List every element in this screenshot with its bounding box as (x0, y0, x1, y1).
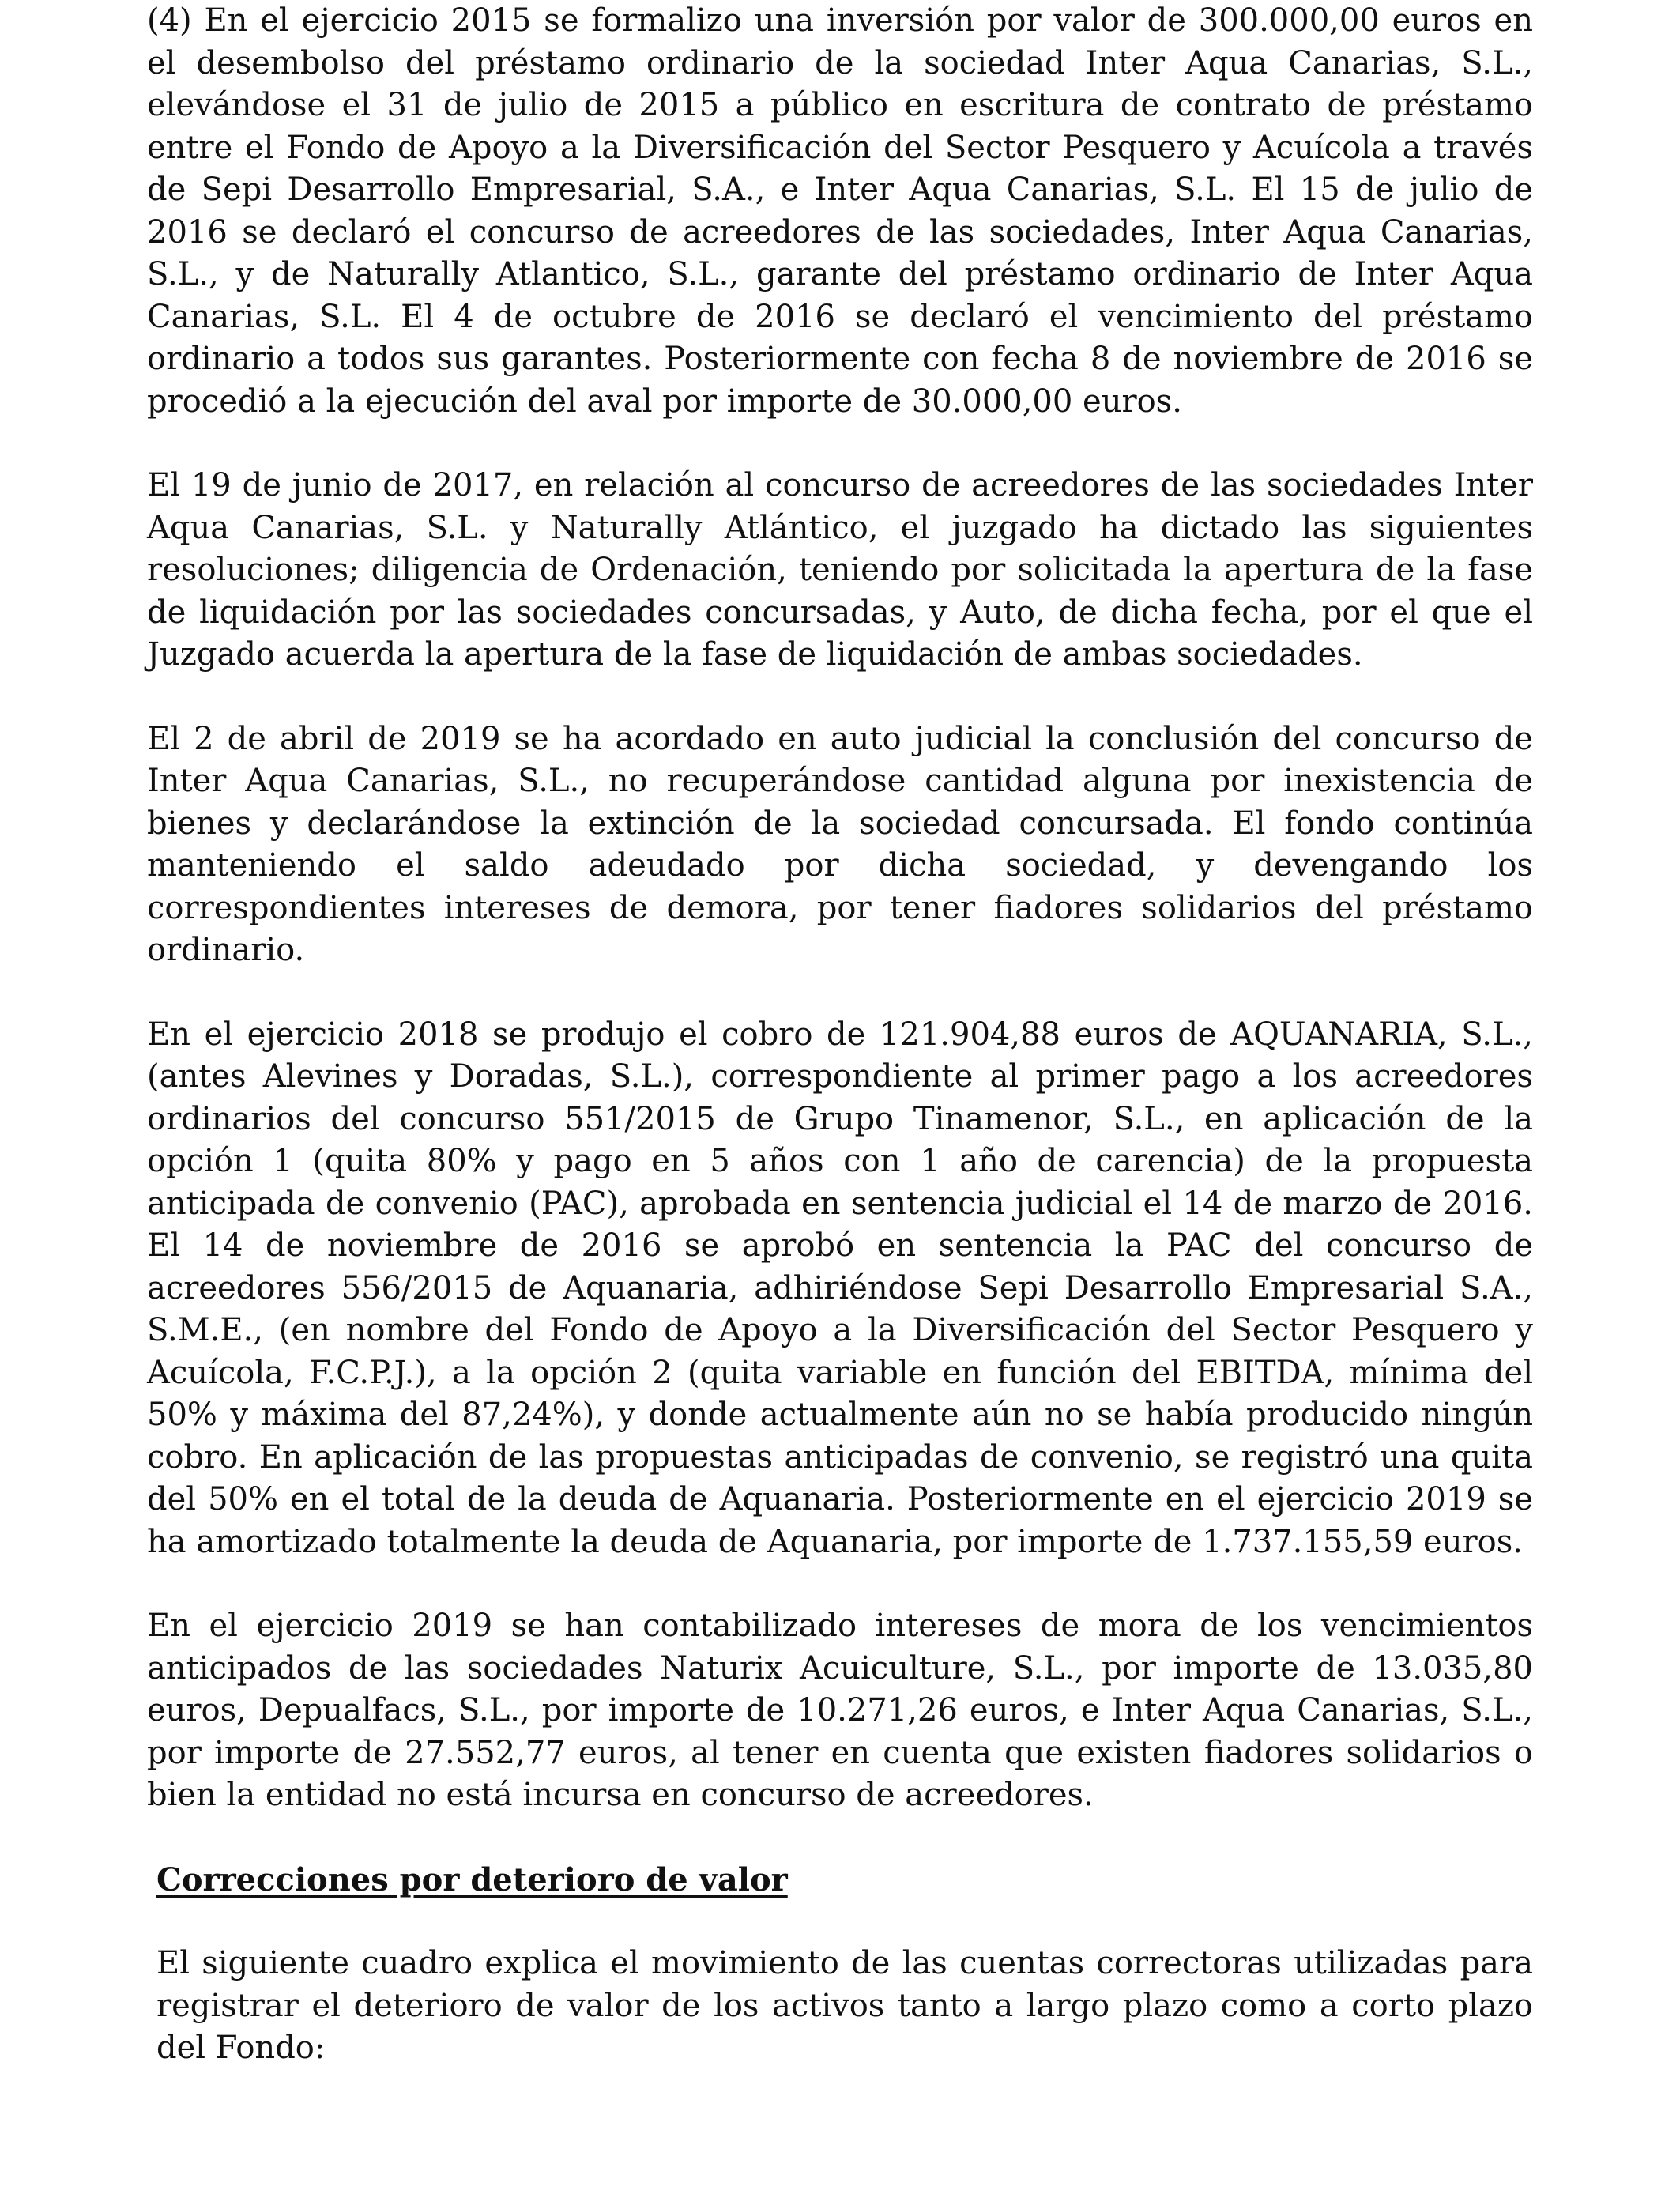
paragraph-concurso-2017: El 19 de junio de 2017, en relación al concurso de acreedores de las sociedades Inter Aqua Canarias, S.L. y Naturally Atlántico, el juzgado ha dictado las siguientes resoluciones; diligencia de Ordenación, teniendo por solicitada la apertura de la fase de liquidación por las sociedades concursadas, y Auto, de dicha fecha, por el que el Juzgado acuerda la apertura de la fase de liquidación de ambas sociedades. (147, 467, 1533, 673)
paragraph-conclusion-concurso-2019: El 2 de abril de 2019 se ha acordado en auto judicial la conclusión del concurso de Inter Aqua Canarias, S.L., no recuperándose cantidad alguna por inexistencia de bienes y declarándose la extinción de la sociedad concursada. El fondo continúa manteniendo el saldo adeudado por dicha sociedad, y devengando los correspondientes intereses de demora, por tener fiadores solidarios del préstamo ordinario. (147, 720, 1533, 968)
paragraph-intereses-mora: En el ejercicio 2019 se han contabilizado intereses de mora de los vencimientos anticipados de las sociedades Naturix Acuiculture, S.L., por importe de 13.035,80 euros, Depualfacs, S.L., por importe de 10.271,26 euros, e Inter Aqua Canarias, S.L., por importe de 27.552,77 euros, al tener en cuenta que existen fiadores solidarios o bien la entidad no está incursa en concurso de acreedores. (147, 1608, 1533, 1813)
paragraph-cobro-aquanaria: En el ejercicio 2018 se produjo el cobro de 121.904,88 euros de AQUANARIA, S.L., (antes Alevines y Doradas, S.L.), correspondiente al primer pago a los acreedores ordinarios del concurso 551/2015 de Grupo Tinamenor, S.L., en aplicación de la opción 1 (quita 80% y pago en 5 años con 1 año de carencia) de la propuesta anticipada de convenio (PAC), aprobada en sentencia judicial el 14 de marzo de 2016. El 14 de noviembre de 2016 se aprobó en sentencia la PAC del concurso de acreedores 556/2015 de Aquanaria, adhiriéndose Sepi Desarrollo Empresarial S.A., S.M.E., (en nombre del Fondo de Apoyo a la Diversificación del Sector Pesquero y Acuícola, F.C.P.J.), a la opción 2 (quita variable en función del EBITDA, mínima del 50% y máxima del 87,24%), y donde actualmente aún no se había producido ningún cobro. En aplicación de las propuestas anticipadas de convenio, se registró una quita del 50% en el total de la deuda de Aquanaria. Posteriormente en el ejercicio 2019 se ha amortizado totalmente la deuda de Aquanaria, por importe de 1.737.155,59 euros. (147, 1016, 1533, 1560)
paragraph-cuadro-deterioro: El siguiente cuadro explica el movimiento de las cuentas correctoras utilizadas para registrar el deterioro de valor de los activos tanto a largo plazo como a corto plazo del Fondo: (156, 1945, 1533, 2066)
section-title: Correcciones por deterioro de valor (156, 1860, 788, 1898)
document-body (147, 0, 1533, 2070)
paragraph-inversion-inter-aqua: (4) En el ejercicio 2015 se formalizo una inversión por valor de 300.000,00 euros en el desembolso del préstamo ordinario de la sociedad Inter Aqua Canarias, S.L., elevándose el 31 de julio de 2015 a público en escritura de contrato de préstamo entre el Fondo de Apoyo a la Diversificación del Sector Pesquero y Acuícola a través de Sepi Desarrollo Empresarial, S.A., e Inter Aqua Canarias, S.L. El 15 de julio de 2016 se declaró el concurso de acreedores de las sociedades, Inter Aqua Canarias, S.L., y de Naturally Atlantico, S.L., garante del préstamo ordinario de Inter Aqua Canarias, S.L. El 4 de octubre de 2016 se declaró el vencimiento del préstamo ordinario a todos sus garantes. Posteriormente con fecha 8 de noviembre de 2016 se procedió a la ejecución del aval por importe de 30.000,00 euros. (147, 2, 1533, 420)
